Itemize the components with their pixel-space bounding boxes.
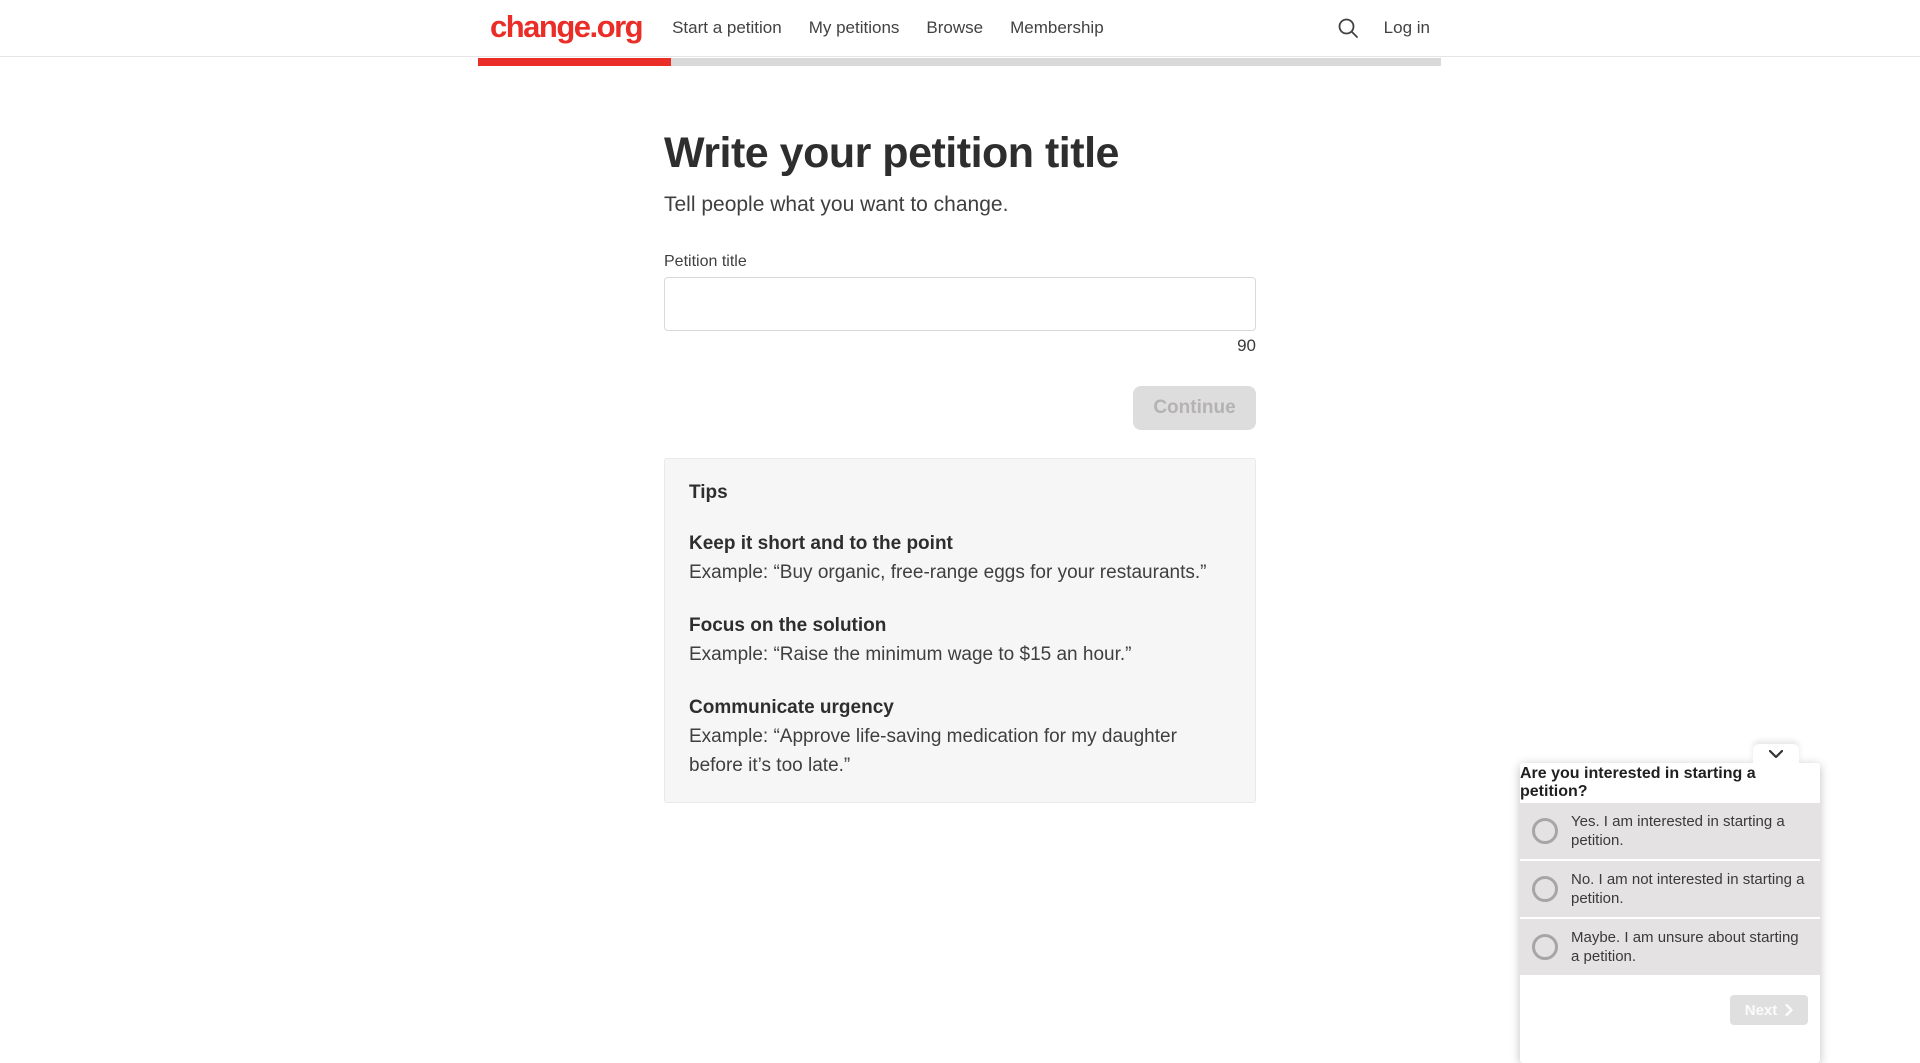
nav-link-membership[interactable]: Membership bbox=[1010, 18, 1104, 37]
chevron-right-icon bbox=[1785, 1004, 1793, 1016]
tip-example: Example: “Raise the minimum wage to $15 an hour.” bbox=[689, 644, 1132, 665]
survey-popup bbox=[1520, 763, 1820, 1063]
nav-links bbox=[672, 18, 1104, 38]
survey-footer bbox=[1520, 977, 1820, 1039]
tip-item bbox=[689, 529, 1231, 587]
survey-option-yes[interactable] bbox=[1520, 803, 1820, 859]
tip-example: Example: “Buy organic, free-range eggs for your restaurants.” bbox=[689, 562, 1207, 583]
search-icon[interactable] bbox=[1336, 16, 1360, 40]
nav-link-start-a-petition[interactable]: Start a petition bbox=[672, 18, 782, 37]
page-title: Write your petition title bbox=[664, 129, 1119, 177]
top-navigation bbox=[0, 0, 1920, 57]
radio-button-icon[interactable] bbox=[1532, 818, 1558, 844]
survey-option-label: Yes. I am interested in starting a petition. bbox=[1571, 813, 1785, 849]
survey-next-button[interactable] bbox=[1730, 995, 1808, 1025]
radio-button-icon[interactable] bbox=[1532, 876, 1558, 902]
step-progress-fill bbox=[478, 58, 671, 66]
continue-button[interactable]: Continue bbox=[1133, 386, 1256, 430]
login-link[interactable]: Log in bbox=[1383, 18, 1430, 37]
tips-card bbox=[664, 458, 1256, 803]
survey-option-no[interactable] bbox=[1520, 861, 1820, 917]
character-counter: 90 bbox=[1237, 336, 1256, 355]
tips-heading: Tips bbox=[689, 482, 728, 503]
survey-option-label: Maybe. I am unsure about starting a petition. bbox=[1571, 929, 1799, 965]
tip-title: Focus on the solution bbox=[689, 615, 887, 636]
tip-example: Example: “Approve life-saving medication for my daughter before it’s too late.” bbox=[689, 726, 1177, 776]
collapse-survey-button[interactable] bbox=[1753, 744, 1799, 764]
chevron-down-icon bbox=[1769, 750, 1783, 758]
petition-title-step bbox=[664, 131, 1256, 803]
petition-title-label: Petition title bbox=[664, 253, 747, 270]
nav-link-browse[interactable]: Browse bbox=[926, 18, 984, 37]
tip-item bbox=[689, 693, 1231, 780]
tip-title: Communicate urgency bbox=[689, 697, 894, 718]
tip-item bbox=[689, 611, 1231, 669]
step-progress-bar bbox=[478, 58, 1441, 66]
nav-left-group bbox=[490, 8, 1104, 46]
survey-question: Are you interested in starting a petition? bbox=[1520, 763, 1820, 803]
radio-button-icon[interactable] bbox=[1532, 934, 1558, 960]
changeorg-logo[interactable]: change.org bbox=[490, 8, 643, 44]
tip-title: Keep it short and to the point bbox=[689, 533, 953, 554]
petition-title-input[interactable] bbox=[664, 277, 1256, 331]
survey-option-maybe[interactable] bbox=[1520, 919, 1820, 975]
nav-link-my-petitions[interactable]: My petitions bbox=[808, 18, 900, 37]
survey-next-label: Next bbox=[1744, 1001, 1778, 1019]
page-subtitle: Tell people what you want to change. bbox=[664, 193, 1009, 216]
nav-right-group bbox=[1336, 16, 1430, 40]
survey-option-label: No. I am not interested in starting a petition. bbox=[1571, 871, 1805, 907]
